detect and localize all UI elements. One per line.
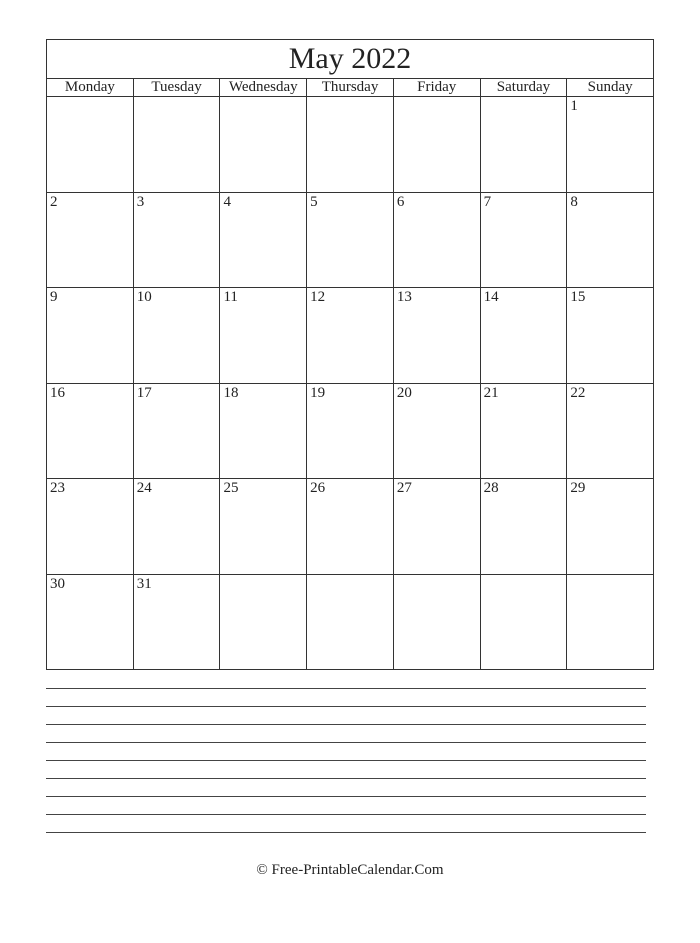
weekday-monday: Monday [47,79,134,96]
day-cell [307,575,394,670]
notes-area [46,688,646,850]
day-cell: 4 [220,193,307,288]
note-line [46,688,646,689]
week-row [47,384,653,480]
day-cell: 17 [134,384,221,479]
day-cell: 1 [570,98,578,114]
day-cell [394,97,481,192]
day-cell [567,575,653,670]
day-cell: 31 [134,575,221,670]
day-cell: 22 [570,384,586,401]
day-cell: 14 [481,288,568,383]
day-cell: 11 [220,288,307,383]
note-line [46,742,646,743]
weekday-friday: Friday [394,79,481,96]
weekday-saturday: Saturday [481,79,568,96]
weekday-wednesday: Wednesday [220,79,307,96]
day-cell [481,97,568,192]
day-cell [307,97,394,192]
day-cell [394,575,481,670]
day-cell: 28 [481,479,568,574]
day-cell [481,575,568,670]
day-cell: 27 [394,479,481,574]
week-row [47,288,653,384]
calendar-title: May 2022 [47,40,653,79]
day-cell: 13 [394,288,481,383]
calendar [46,39,654,670]
footer-copyright: © Free-PrintableCalendar.Com [256,862,444,878]
day-cell [134,97,221,192]
day-cell: 15 [570,289,586,305]
weekday-tuesday: Tuesday [134,79,221,96]
calendar-grid [47,97,653,669]
day-cell: 10 [134,288,221,383]
day-cell [220,97,307,192]
day-cell: 7 [481,193,568,288]
week-row [47,193,653,289]
day-cell: 12 [307,288,394,383]
note-line [46,760,646,761]
week-row [47,479,653,575]
day-cell: 6 [394,193,481,288]
day-cell [220,575,307,670]
week-row [47,575,653,670]
day-cell: 29 [570,480,586,496]
day-cell: 18 [220,384,307,479]
note-line [46,706,646,707]
day-cell: 23 [47,479,134,574]
day-cell: 5 [307,193,394,288]
note-line [46,796,646,797]
weekday-sunday: Sunday [587,79,633,95]
week-row [47,97,653,193]
day-cell: 30 [47,575,134,670]
note-line [46,832,646,833]
note-line [46,814,646,815]
note-line [46,778,646,779]
day-cell: 26 [307,479,394,574]
day-cell: 3 [134,193,221,288]
day-cell: 8 [570,193,578,210]
day-cell: 20 [394,384,481,479]
day-cell: 16 [47,384,134,479]
note-line [46,724,646,725]
weekday-thursday: Thursday [307,79,394,96]
day-cell: 24 [134,479,221,574]
day-cell: 21 [481,384,568,479]
day-cell: 9 [47,288,134,383]
day-cell [47,97,134,192]
day-cell: 19 [307,384,394,479]
weekday-header [47,79,653,97]
day-cell: 2 [47,193,134,288]
day-cell: 25 [220,479,307,574]
